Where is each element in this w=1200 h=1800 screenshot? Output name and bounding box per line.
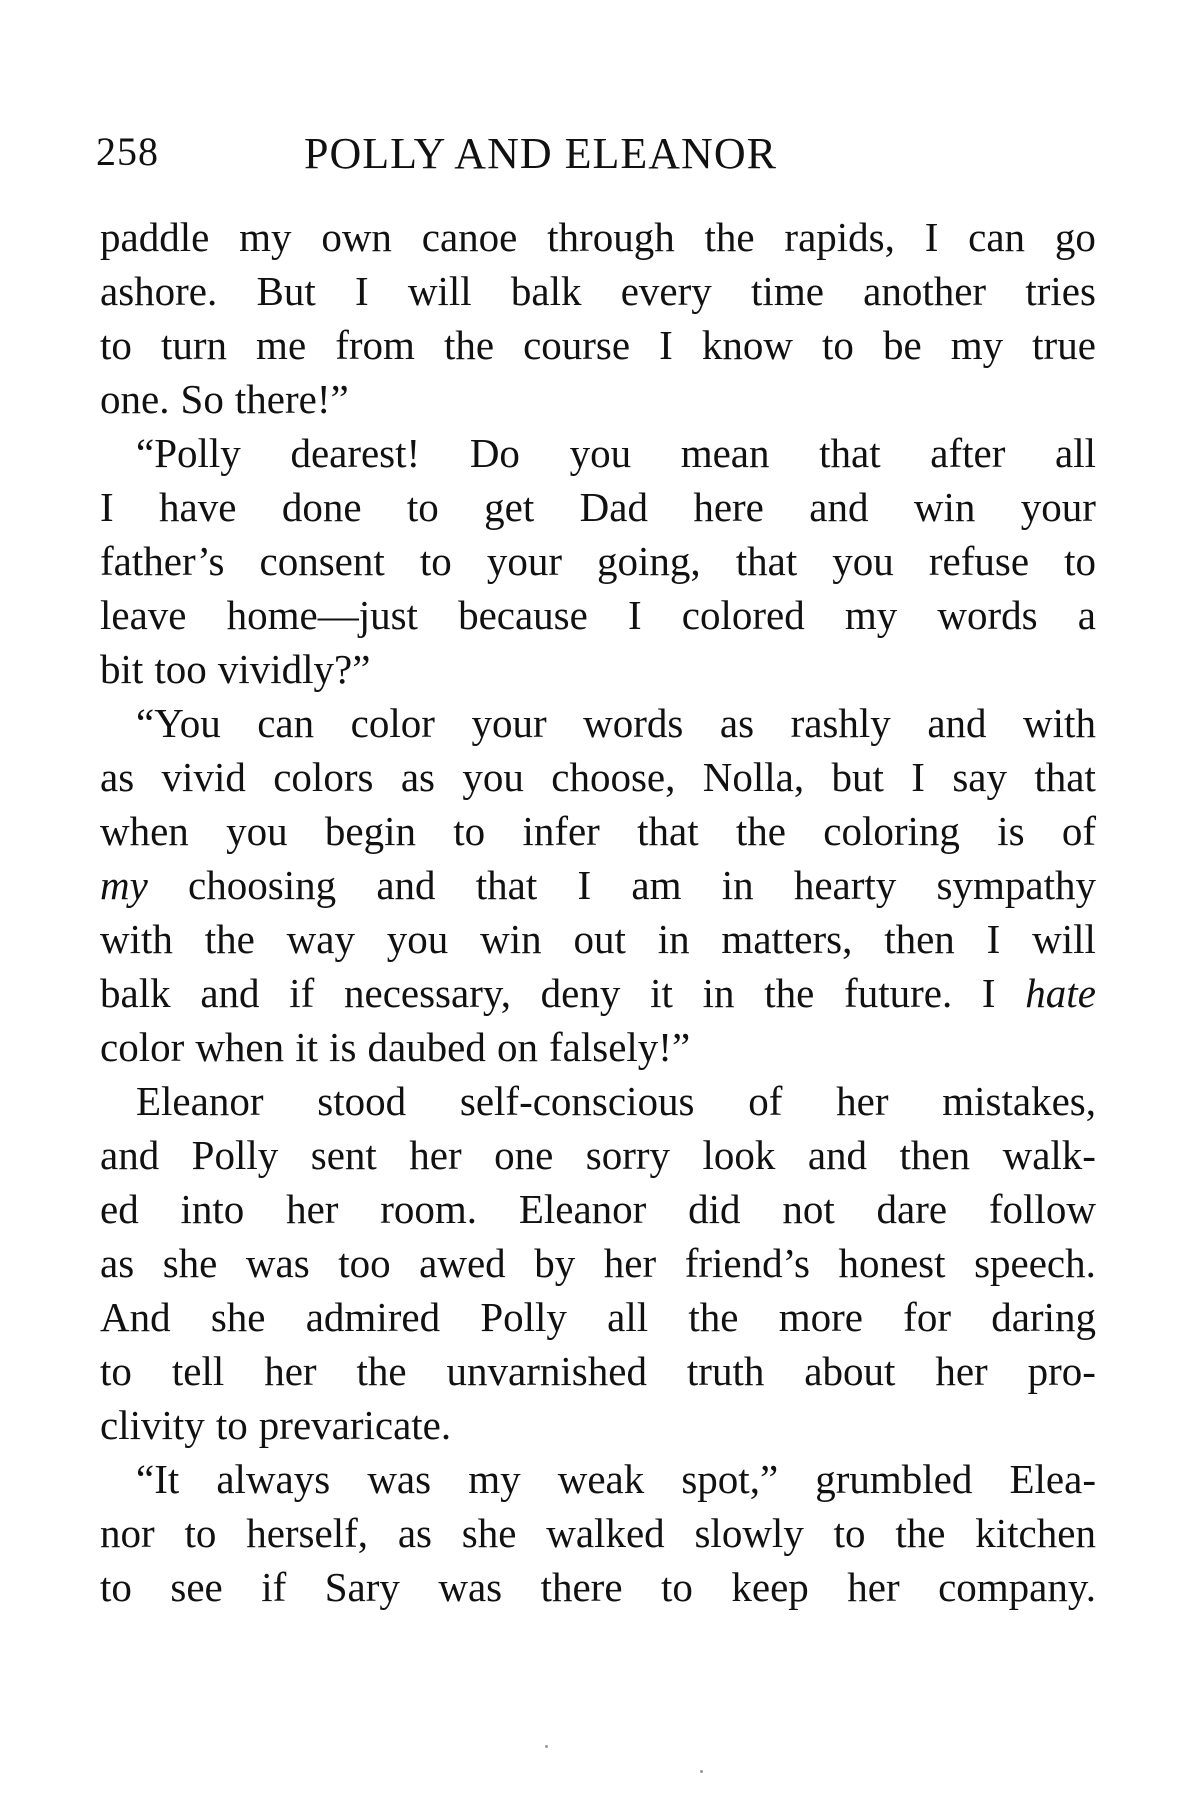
word: spot,” (681, 1456, 779, 1502)
word: is (997, 808, 1025, 854)
word: you (832, 538, 894, 584)
word: to (822, 322, 854, 368)
word: Eleanor (518, 1186, 647, 1232)
word: to (215, 1402, 248, 1448)
word: her (847, 1564, 900, 1610)
word: and (809, 484, 869, 530)
word: I (577, 862, 592, 908)
word: keep (731, 1564, 809, 1610)
word: bit (100, 646, 144, 692)
word: her (286, 1186, 339, 1232)
text-line (100, 1290, 1096, 1344)
word: I (100, 484, 114, 530)
page-header (96, 128, 1096, 188)
running-head: POLLY AND ELEANOR (304, 129, 777, 178)
word: on (496, 1024, 538, 1070)
word: as (400, 754, 435, 800)
word: turn (160, 322, 227, 368)
word: of (748, 1078, 783, 1124)
word: slowly (694, 1510, 804, 1556)
word: “It (136, 1456, 180, 1502)
word: the (356, 1348, 407, 1394)
word: for (903, 1294, 951, 1340)
word: her (409, 1132, 462, 1178)
word: another (863, 268, 987, 314)
word: she (461, 1510, 517, 1556)
word: Eleanor (136, 1078, 264, 1124)
word: out (573, 916, 626, 962)
word: you (569, 430, 632, 476)
word: as (397, 1510, 432, 1556)
word: one. (100, 376, 170, 422)
word: the (895, 1510, 946, 1556)
word: speech. (974, 1240, 1096, 1286)
word: ed (100, 1186, 139, 1232)
text-line (100, 696, 1096, 750)
word: sympathy (936, 862, 1096, 908)
word: ashore. (100, 268, 218, 314)
word: win (913, 484, 976, 530)
word: mistakes, (942, 1078, 1096, 1124)
text-line (100, 1074, 1096, 1128)
text-line (100, 210, 1096, 264)
word: all (607, 1294, 649, 1340)
word: was (245, 1240, 310, 1286)
word: admired (305, 1294, 441, 1340)
word: through (547, 214, 675, 260)
word: I (354, 268, 369, 314)
word: the (443, 322, 495, 368)
word: to (453, 808, 486, 854)
word: stood (317, 1078, 407, 1124)
page-number: 258 (96, 129, 159, 174)
word: I (981, 970, 996, 1016)
word: as (719, 700, 755, 746)
word: nor (100, 1510, 155, 1556)
word: then (884, 916, 955, 962)
word: to (406, 484, 439, 530)
word: time (751, 268, 824, 314)
word: am (631, 862, 682, 908)
word: color (350, 700, 435, 746)
word: vividly?” (217, 646, 371, 692)
word: she (162, 1240, 218, 1286)
word: did (688, 1186, 741, 1232)
word: my (844, 592, 898, 638)
word: refuse (928, 538, 1030, 584)
word: the (688, 1294, 739, 1340)
word: “You (136, 700, 221, 746)
text-line (100, 858, 1096, 912)
word: paddle (100, 214, 210, 260)
word: by (534, 1240, 576, 1286)
word: I (659, 322, 673, 368)
word: her (935, 1348, 988, 1394)
word: daubed (367, 1024, 486, 1070)
word: get (484, 484, 535, 530)
word: was (438, 1564, 503, 1610)
text-line (100, 966, 1096, 1020)
word: the (704, 214, 755, 260)
word: every (620, 268, 712, 314)
word: that (475, 862, 538, 908)
word: “Polly (136, 430, 241, 476)
print-speck (700, 1770, 703, 1773)
word: your (486, 538, 562, 584)
word: walk- (1002, 1132, 1096, 1178)
word: hearty (793, 862, 897, 908)
word: words (583, 700, 684, 746)
word: walked (546, 1510, 665, 1556)
text-line (100, 1452, 1096, 1506)
word: vivid (161, 754, 246, 800)
word: can (257, 700, 315, 746)
text-line (100, 264, 1096, 318)
word: course (523, 322, 631, 368)
word: future. (844, 970, 953, 1016)
word: her (264, 1348, 317, 1394)
word: will (407, 268, 472, 314)
word: look (702, 1132, 776, 1178)
word: say (952, 754, 1007, 800)
word: begin (324, 808, 416, 854)
word: the (204, 916, 255, 962)
word: when (195, 1024, 285, 1070)
word: rapids, (784, 214, 895, 260)
text-line (100, 426, 1096, 480)
word: follow (988, 1186, 1096, 1232)
word: father’s (100, 538, 225, 584)
word: your (1020, 484, 1096, 530)
word: of (1061, 808, 1096, 854)
word: that (1034, 754, 1096, 800)
word: own (321, 214, 392, 260)
word: a (1077, 592, 1096, 638)
word: not (782, 1186, 835, 1232)
word: falsely!” (549, 1024, 691, 1070)
word: matters, (721, 916, 853, 962)
word: as (100, 1240, 135, 1286)
word: Nolla, (702, 754, 805, 800)
word: to (419, 538, 452, 584)
word: way (286, 916, 355, 962)
text-line (100, 318, 1096, 372)
word: her (603, 1240, 657, 1286)
word: that (819, 430, 881, 476)
word: the (735, 808, 786, 854)
word: I (924, 214, 939, 260)
word: awed (419, 1240, 506, 1286)
word: Elea- (1009, 1456, 1096, 1502)
word: when (100, 808, 189, 854)
word: going, (597, 538, 701, 584)
word: know (701, 322, 793, 368)
text-line (100, 1506, 1096, 1560)
word: coloring (823, 808, 960, 854)
text-line (100, 1344, 1096, 1398)
word: there!” (234, 376, 349, 422)
word: but (831, 754, 884, 800)
word: the (764, 970, 815, 1016)
word: balk (510, 268, 582, 314)
word: prevaricate. (258, 1402, 452, 1448)
word: Dad (579, 484, 648, 530)
word: and (807, 1132, 868, 1178)
word: to (184, 1510, 217, 1556)
word: home—just (226, 592, 418, 638)
word: and (376, 862, 436, 908)
text-line (100, 1182, 1096, 1236)
word: to (100, 1348, 132, 1394)
word: So (180, 376, 224, 422)
word: was (367, 1456, 432, 1502)
word: one (494, 1132, 554, 1178)
word: done (281, 484, 362, 530)
word: color (100, 1024, 185, 1070)
word: in (657, 916, 690, 962)
text-line (100, 642, 1096, 696)
word: because (458, 592, 588, 638)
text-line (100, 480, 1096, 534)
word: sent (310, 1132, 377, 1178)
word: me (256, 322, 307, 368)
word: colored (681, 592, 805, 638)
word: I (627, 592, 642, 638)
text-line (100, 912, 1096, 966)
word: rashly (790, 700, 891, 746)
word: that (735, 538, 798, 584)
word: all (1055, 430, 1096, 476)
word: kitchen (975, 1510, 1096, 1556)
word: mean (680, 430, 770, 476)
word: my (100, 862, 148, 908)
word: I (911, 754, 925, 800)
word: to (100, 322, 132, 368)
body-text (100, 210, 1096, 1614)
text-line (100, 804, 1096, 858)
word: if (261, 1564, 287, 1610)
word: with (1023, 700, 1096, 746)
word: deny (540, 970, 621, 1016)
word: choose, (551, 754, 676, 800)
word: Sary (324, 1564, 400, 1610)
word: daring (991, 1294, 1096, 1340)
word: room. (380, 1186, 478, 1232)
word: here (693, 484, 764, 530)
text-line (100, 372, 1096, 426)
word: go (1054, 214, 1096, 260)
word: friend’s (684, 1240, 810, 1286)
word: she (210, 1294, 266, 1340)
word: after (930, 430, 1006, 476)
text-line (100, 1236, 1096, 1290)
word: more (778, 1294, 863, 1340)
word: balk (100, 970, 171, 1016)
word: then (899, 1132, 971, 1178)
word: And (100, 1294, 171, 1340)
word: you (386, 916, 449, 962)
word: will (1032, 916, 1096, 962)
word: hate (1025, 970, 1096, 1016)
word: self-conscious (459, 1078, 695, 1124)
word: too (338, 1240, 391, 1286)
word: you (462, 754, 524, 800)
word: in (702, 970, 735, 1016)
text-line (100, 588, 1096, 642)
word: leave (100, 592, 187, 638)
word: tell (171, 1348, 225, 1394)
word: from (335, 322, 415, 368)
word: I (986, 916, 1001, 962)
word: tries (1025, 268, 1096, 314)
word: grumbled (815, 1456, 973, 1502)
word: honest (838, 1240, 946, 1286)
word: to (833, 1510, 866, 1556)
word: that (637, 808, 699, 854)
word: canoe (421, 214, 518, 260)
text-line (100, 1560, 1096, 1614)
word: about (804, 1348, 896, 1394)
word: unvarnished (446, 1348, 647, 1394)
word: true (1032, 322, 1096, 368)
word: and (927, 700, 987, 746)
word: to (661, 1564, 693, 1610)
word: my (468, 1456, 521, 1502)
text-line (100, 1020, 1096, 1074)
word: there (540, 1564, 623, 1610)
word: weak (557, 1456, 645, 1502)
word: it (650, 970, 673, 1016)
word: with (100, 916, 173, 962)
word: But (256, 268, 316, 314)
word: your (471, 700, 547, 746)
text-line (100, 1128, 1096, 1182)
word: choosing (188, 862, 337, 908)
word: truth (686, 1348, 765, 1394)
word: herself, (246, 1510, 368, 1556)
word: necessary, (344, 970, 511, 1016)
word: and (100, 1132, 160, 1178)
word: infer (522, 808, 600, 854)
word: consent (259, 538, 385, 584)
print-speck (545, 1745, 548, 1748)
word: to (100, 1564, 132, 1610)
word: dearest! (290, 430, 421, 476)
word: always (216, 1456, 331, 1502)
word: sorry (585, 1132, 671, 1178)
word: win (480, 916, 542, 962)
word: dare (876, 1186, 948, 1232)
word: too (154, 646, 207, 692)
word: into (180, 1186, 245, 1232)
word: and (200, 970, 260, 1016)
word: my (239, 214, 292, 260)
word: in (721, 862, 754, 908)
word: my (950, 322, 1004, 368)
word: colors (273, 754, 374, 800)
word: words (937, 592, 1038, 638)
word: Polly (191, 1132, 279, 1178)
text-line (100, 534, 1096, 588)
text-line (100, 750, 1096, 804)
word: her (836, 1078, 889, 1124)
word: as (100, 754, 135, 800)
word: company. (938, 1564, 1096, 1610)
text-line (100, 1398, 1096, 1452)
word: have (159, 484, 237, 530)
word: you (226, 808, 288, 854)
word: to (1064, 538, 1096, 584)
word: be (882, 322, 922, 368)
word: is (329, 1024, 357, 1070)
word: see (170, 1564, 223, 1610)
word: Do (469, 430, 520, 476)
word: if (289, 970, 315, 1016)
word: pro- (1027, 1348, 1096, 1394)
word: it (295, 1024, 318, 1070)
word: can (968, 214, 1026, 260)
word: clivity (100, 1402, 205, 1448)
word: Polly (480, 1294, 567, 1340)
